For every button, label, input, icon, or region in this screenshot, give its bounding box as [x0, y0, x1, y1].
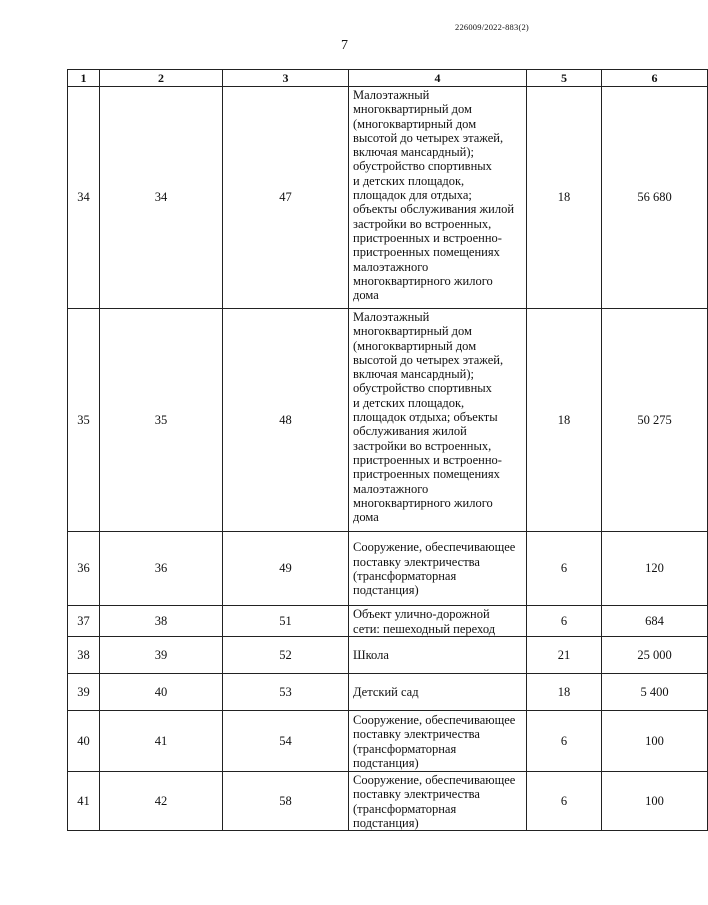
cell-col-5: 6 — [527, 606, 602, 637]
cell-col-2: 41 — [100, 711, 223, 772]
cell-area: 5 400 — [602, 674, 708, 711]
cell-area: 50 275 — [602, 309, 708, 532]
cell-col-3: 53 — [223, 674, 349, 711]
cell-col-3: 47 — [223, 87, 349, 309]
cell-area: 120 — [602, 532, 708, 606]
cell-col-2: 40 — [100, 674, 223, 711]
cell-description: Сооружение, обеспечивающее поставку электричества (трансформаторная подстанция) — [349, 532, 527, 606]
cell-col-2: 42 — [100, 772, 223, 831]
cell-col-3: 49 — [223, 532, 349, 606]
cell-col-2: 34 — [100, 87, 223, 309]
cell-col-5: 6 — [527, 772, 602, 831]
cell-row-number: 37 — [68, 606, 100, 637]
cell-row-number: 34 — [68, 87, 100, 309]
cell-col-3: 58 — [223, 772, 349, 831]
cell-col-5: 6 — [527, 532, 602, 606]
column-header: 3 — [223, 70, 349, 87]
cell-row-number: 41 — [68, 772, 100, 831]
cell-area: 684 — [602, 606, 708, 637]
table-row — [68, 606, 708, 637]
cell-row-number: 40 — [68, 711, 100, 772]
cell-col-5: 18 — [527, 674, 602, 711]
cell-col-3: 54 — [223, 711, 349, 772]
column-header: 5 — [527, 70, 602, 87]
cell-col-3: 48 — [223, 309, 349, 532]
cell-col-2: 39 — [100, 637, 223, 674]
cell-row-number: 38 — [68, 637, 100, 674]
cell-description: Малоэтажный многоквартирный дом (многоквартирный дом высотой до четырех этажей, включая мансардный); обустройство спортивных и детских площадок, площадок для отдыха; объекты обслуживания жилой застройки во встроенных, пристроенных и встроенно- пристроенных помещениях малоэтажного многоквартирного жилого дома — [349, 87, 527, 309]
cell-col-5: 18 — [527, 87, 602, 309]
cell-row-number: 39 — [68, 674, 100, 711]
cell-area: 100 — [602, 711, 708, 772]
column-header: 6 — [602, 70, 708, 87]
cell-col-5: 21 — [527, 637, 602, 674]
table-header-row — [68, 70, 708, 87]
document-id: 226009/2022-883(2) — [455, 22, 529, 32]
cell-description: Малоэтажный многоквартирный дом (многоквартирный дом высотой до четырех этажей, включая мансардный); обустройство спортивных и детских площадок, площадок отдыха; объекты обслуживания жилой застройки во встроенных, пристроенных и встроенно- пристроенных помещениях малоэтажного многоквартирного жилого дома — [349, 309, 527, 532]
cell-col-5: 18 — [527, 309, 602, 532]
cell-area: 25 000 — [602, 637, 708, 674]
cell-description: Детский сад — [349, 674, 527, 711]
column-header: 4 — [349, 70, 527, 87]
cell-row-number: 36 — [68, 532, 100, 606]
cell-description: Сооружение, обеспечивающее поставку электричества (трансформаторная подстанция) — [349, 772, 527, 831]
cell-col-5: 6 — [527, 711, 602, 772]
land-plots-table — [67, 69, 708, 831]
cell-col-2: 38 — [100, 606, 223, 637]
cell-col-3: 52 — [223, 637, 349, 674]
cell-area: 56 680 — [602, 87, 708, 309]
cell-description: Объект улично-дорожной сети: пешеходный переход — [349, 606, 527, 637]
table-row — [68, 674, 708, 711]
table-row — [68, 711, 708, 772]
column-header: 1 — [68, 70, 100, 87]
table-row — [68, 309, 708, 532]
cell-col-2: 36 — [100, 532, 223, 606]
table-row — [68, 637, 708, 674]
cell-row-number: 35 — [68, 309, 100, 532]
cell-col-2: 35 — [100, 309, 223, 532]
cell-description: Сооружение, обеспечивающее поставку электричества (трансформаторная подстанция) — [349, 711, 527, 772]
table-row — [68, 772, 708, 831]
cell-area: 100 — [602, 772, 708, 831]
page-number: 7 — [341, 38, 348, 53]
table-row — [68, 532, 708, 606]
table-row — [68, 87, 708, 309]
column-header: 2 — [100, 70, 223, 87]
cell-description: Школа — [349, 637, 527, 674]
cell-col-3: 51 — [223, 606, 349, 637]
